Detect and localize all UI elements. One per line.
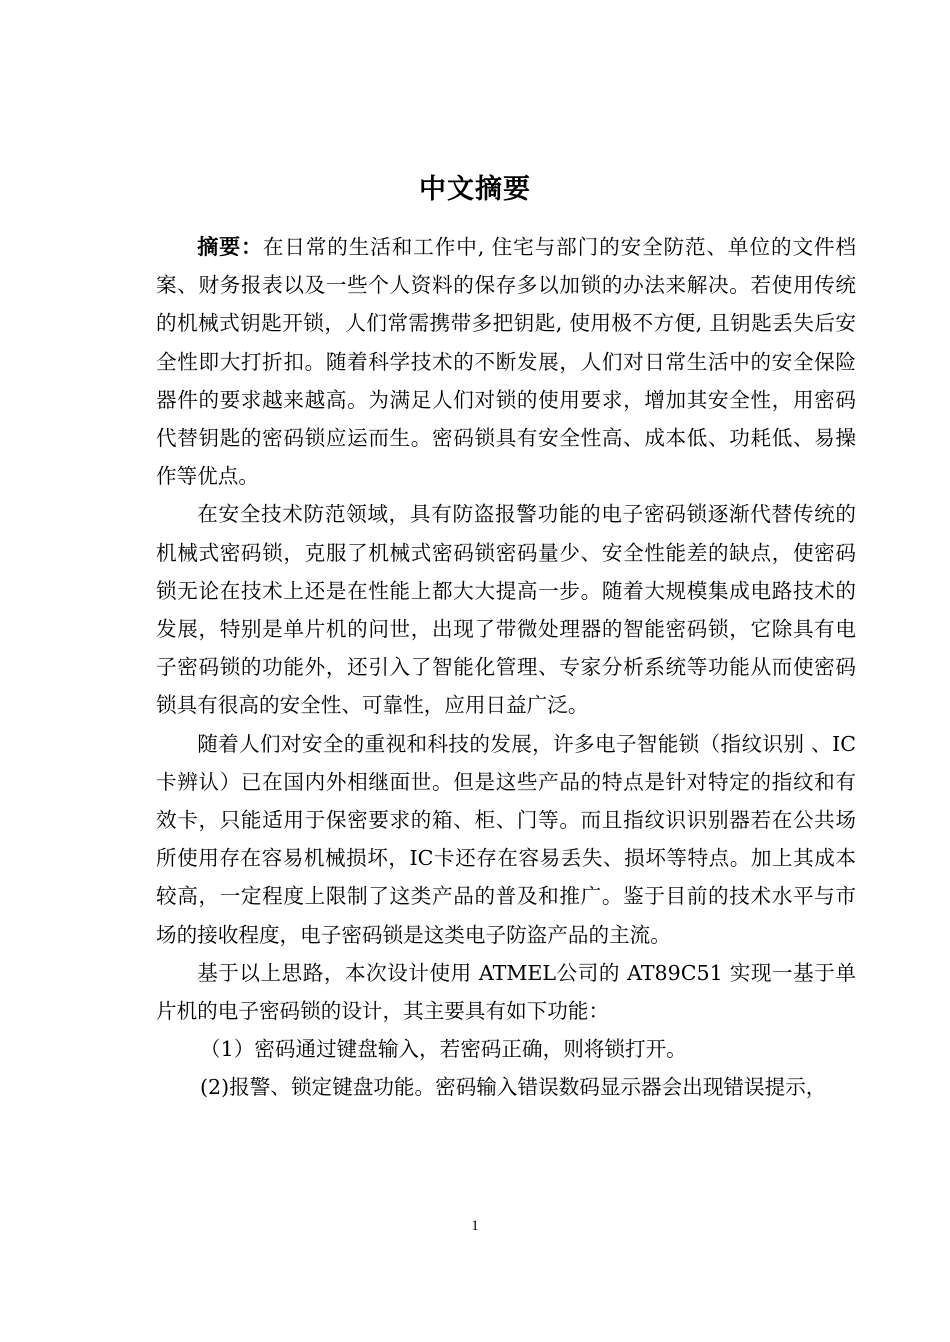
page-number: 1 (471, 1218, 479, 1234)
abstract-label: 摘要： (197, 235, 263, 259)
body-paragraph-2: 随着人们对安全的重视和科技的发展，许多电子智能锁（指纹识别 、IC卡辨认）已在国内外相继面世。但是这些产品的特点是针对特定的指纹和有效卡，只能适用于保密要求的箱、柜、门等。而且指纹识识别器若在公共场所使用存在容易机械损坏，IC卡还存在容易丢失、损坏等特点。加上其成本较高，一定程度上限制了这类产品的普及和推广。鉴于目前的技术水平与市场的接收程度，电子密码锁是这类电子防盗产品的主流。 (156, 731, 856, 947)
document-body (156, 228, 856, 1107)
page-title: 中文摘要 (419, 174, 531, 205)
function-item-2: (2)报警、锁定键盘功能。密码输入错误数码显示器会出现错误提示， (200, 1075, 827, 1100)
abstract-paragraph (156, 228, 856, 495)
function-item-1: （1）密码通过键盘输入，若密码正确，则将锁打开。 (200, 1037, 687, 1062)
body-paragraph-1: 在安全技术防范领域，具有防盗报警功能的电子密码锁逐渐代替传统的机械式密码锁，克服了机械式密码锁密码量少、安全性能差的缺点，使密码锁无论在技术上还是在性能上都大大提高一步。随着大规模集成电路技术的发展，特别是单片机的问世，出现了带微处理器的智能密码锁，它除具有电子密码锁的功能外，还引入了智能化管理、专家分析系统等功能从而使密码锁具有很高的安全性、可靠性，应用日益广泛。 (156, 502, 856, 718)
abstract-text: 在日常的生活和工作中, 住宅与部门的安全防范、单位的文件档案、财务报表以及一些个人资料的保存多以加锁的办法来解决。若使用传统的机械式钥匙开锁，人们常需携带多把钥匙, 使用极不方便, 且钥匙丢失后安全性即大打折扣。随着科学技术的不断发展，人们对日常生活中的安全保险器件的要求越来越高。为满足人们对锁的使用要求，增加其安全性，用密码代替钥匙的密码锁应运而生。密码锁具有安全性高、成本低、功耗低、易操作等优点。 (156, 235, 856, 489)
body-paragraph-3: 基于以上思路，本次设计使用 ATMEL公司的 AT89C51 实现一基于单片机的电子密码锁的设计，其主要具有如下功能： (156, 960, 856, 1024)
